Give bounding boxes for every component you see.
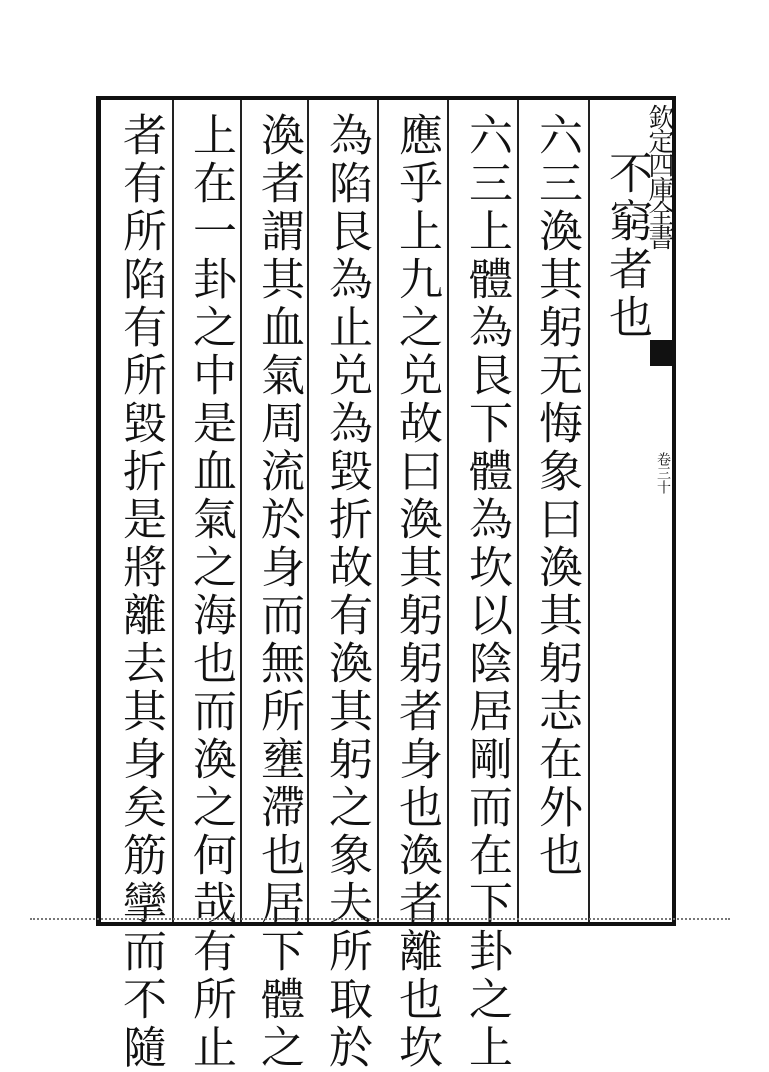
column-divider xyxy=(447,100,449,922)
column-divider xyxy=(517,100,519,922)
text-column-3: 六三上體為艮下體為坎以陰居剛而在下卦之上 xyxy=(461,112,512,1072)
page-edge-speckle xyxy=(30,918,730,922)
text-column-6: 渙者謂其血氣周流於身而無所壅滯也居下體之 xyxy=(253,112,304,1072)
column-divider xyxy=(240,100,242,922)
book-title: 欽定四庫全書 xyxy=(644,104,674,248)
fish-tail-mark xyxy=(650,340,676,366)
text-column-2: 六三渙其躬无悔象曰渙其躬志在外也 xyxy=(531,112,582,880)
text-column-5: 為陷艮為止兑為毀折故有渙其躬之象夫所取於 xyxy=(321,112,372,1072)
text-column-1: 不窮者也 xyxy=(601,150,652,342)
text-column-8: 者有所陷有所毀折是將離去其身矣筋攣而不隨 xyxy=(115,112,166,1072)
column-divider xyxy=(588,100,590,922)
column-divider xyxy=(377,100,379,922)
juan-number: 卷三十 xyxy=(655,452,671,494)
column-divider xyxy=(172,100,174,922)
text-column-7: 上在一卦之中是血氣之海也而渙之何哉有所止 xyxy=(185,112,236,1072)
text-column-4: 應乎上九之兑故曰渙其躬躬者身也渙者離也坎 xyxy=(391,112,442,1072)
